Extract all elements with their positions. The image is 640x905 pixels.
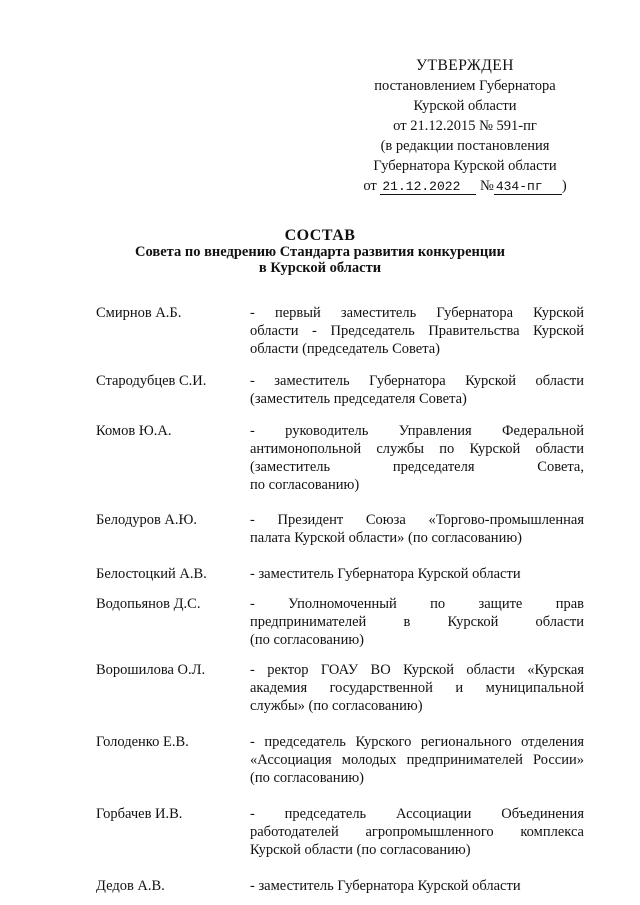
date-prefix: от [363, 178, 377, 194]
approval-line: (в редакции постановления [380, 138, 550, 154]
approval-line: Курской области [413, 98, 517, 114]
member-row [96, 877, 584, 895]
member-role [250, 565, 584, 583]
member-role [250, 422, 584, 494]
title-composition: СОСТАВ [284, 227, 356, 244]
member-role-line: - председатель Ассоциации Объединения [250, 806, 584, 822]
members-list [96, 304, 584, 895]
member-role-line: (заместитель председателя Совета, [250, 459, 584, 475]
member-role-line: - ректор ГОАУ ВО Курской области «Курская [250, 662, 584, 678]
member-row [96, 372, 584, 408]
approval-line: Губернатора Курской области [373, 158, 557, 174]
member-role-line: - руководитель Управления Федеральной [250, 423, 584, 439]
member-name: Смирнов А.Б. [96, 305, 182, 321]
member-role-line: службы» (по согласованию) [250, 698, 423, 714]
member-name: Водопьянов Д.С. [96, 596, 201, 612]
approval-line: постановлением Губернатора [374, 78, 556, 94]
member-role-line: (заместитель председателя Совета) [250, 391, 467, 407]
member-role-line: работодателей агропромышленного комплекса [250, 824, 584, 840]
approval-line: от 21.12.2015 № 591-пг [393, 118, 537, 134]
member-role-line: (по согласованию) [250, 770, 364, 786]
member-row [96, 511, 584, 547]
member-role [250, 304, 584, 358]
member-role-line: - заместитель Губернатора Курской области [250, 566, 521, 582]
member-name: Ворошилова О.Л. [96, 662, 206, 678]
member-name: Голоденко Е.В. [96, 734, 189, 750]
member-role [250, 595, 584, 649]
member-role-line: по согласованию) [250, 477, 360, 493]
member-name: Комов Ю.А. [96, 423, 172, 439]
member-row [96, 422, 584, 494]
approval-heading: УТВЕРЖДЕН [416, 57, 514, 74]
member-role-line: - заместитель Губернатора Курской области [250, 878, 521, 894]
member-row [96, 733, 584, 787]
revision-date-line [352, 176, 578, 196]
member-role-line: области - Председатель Правительства Курской [250, 323, 584, 339]
member-role-line: (по согласованию) [250, 632, 364, 648]
member-name: Дедов А.В. [96, 878, 165, 894]
title-council: Совета по внедрению Стандарта развития конкуренции [135, 244, 505, 260]
member-role-line: - Президент Союза «Торгово-промышленная [250, 512, 584, 528]
member-role-line: предпринимателей в Курской области [250, 614, 584, 630]
member-role [250, 661, 584, 715]
member-role-line: Курской области (по согласованию) [250, 842, 471, 858]
close-paren: ) [561, 178, 567, 194]
member-row [96, 565, 584, 583]
member-role-line: - Уполномоченный по защите прав [250, 596, 584, 612]
member-row [96, 304, 584, 358]
member-role-line: палата Курской области» (по согласованию) [250, 530, 522, 546]
member-name: Белодуров А.Ю. [96, 512, 198, 528]
number-sign: № [479, 178, 494, 194]
member-name: Стародубцев С.И. [96, 373, 207, 389]
member-role [250, 805, 584, 859]
member-row [96, 595, 584, 649]
member-row [96, 661, 584, 715]
member-role-line: - первый заместитель Губернатора Курской [250, 305, 584, 321]
member-role-line: области (председатель Совета) [250, 341, 440, 357]
member-role-line: - заместитель Губернатора Курской области [250, 373, 584, 389]
approval-block [352, 56, 578, 196]
member-row [96, 805, 584, 859]
revision-date-value: 21.12.2022 [380, 180, 476, 195]
member-role [250, 372, 584, 408]
member-name: Белостоцкий А.В. [96, 566, 207, 582]
member-role-line: антимонопольной службы по Курской области [250, 441, 584, 457]
revision-number-value: 434-пг [494, 180, 562, 195]
member-role-line: - председатель Курского регионального отделения [250, 734, 584, 750]
member-role [250, 511, 584, 547]
member-name: Горбачев И.В. [96, 806, 183, 822]
document-title [0, 228, 640, 276]
member-role [250, 877, 584, 895]
member-role-line: академия государственной и муниципальной [250, 680, 584, 696]
member-role-line: «Ассоциация молодых предпринимателей России» [250, 752, 584, 768]
title-region: в Курской области [258, 260, 382, 276]
member-role [250, 733, 584, 787]
